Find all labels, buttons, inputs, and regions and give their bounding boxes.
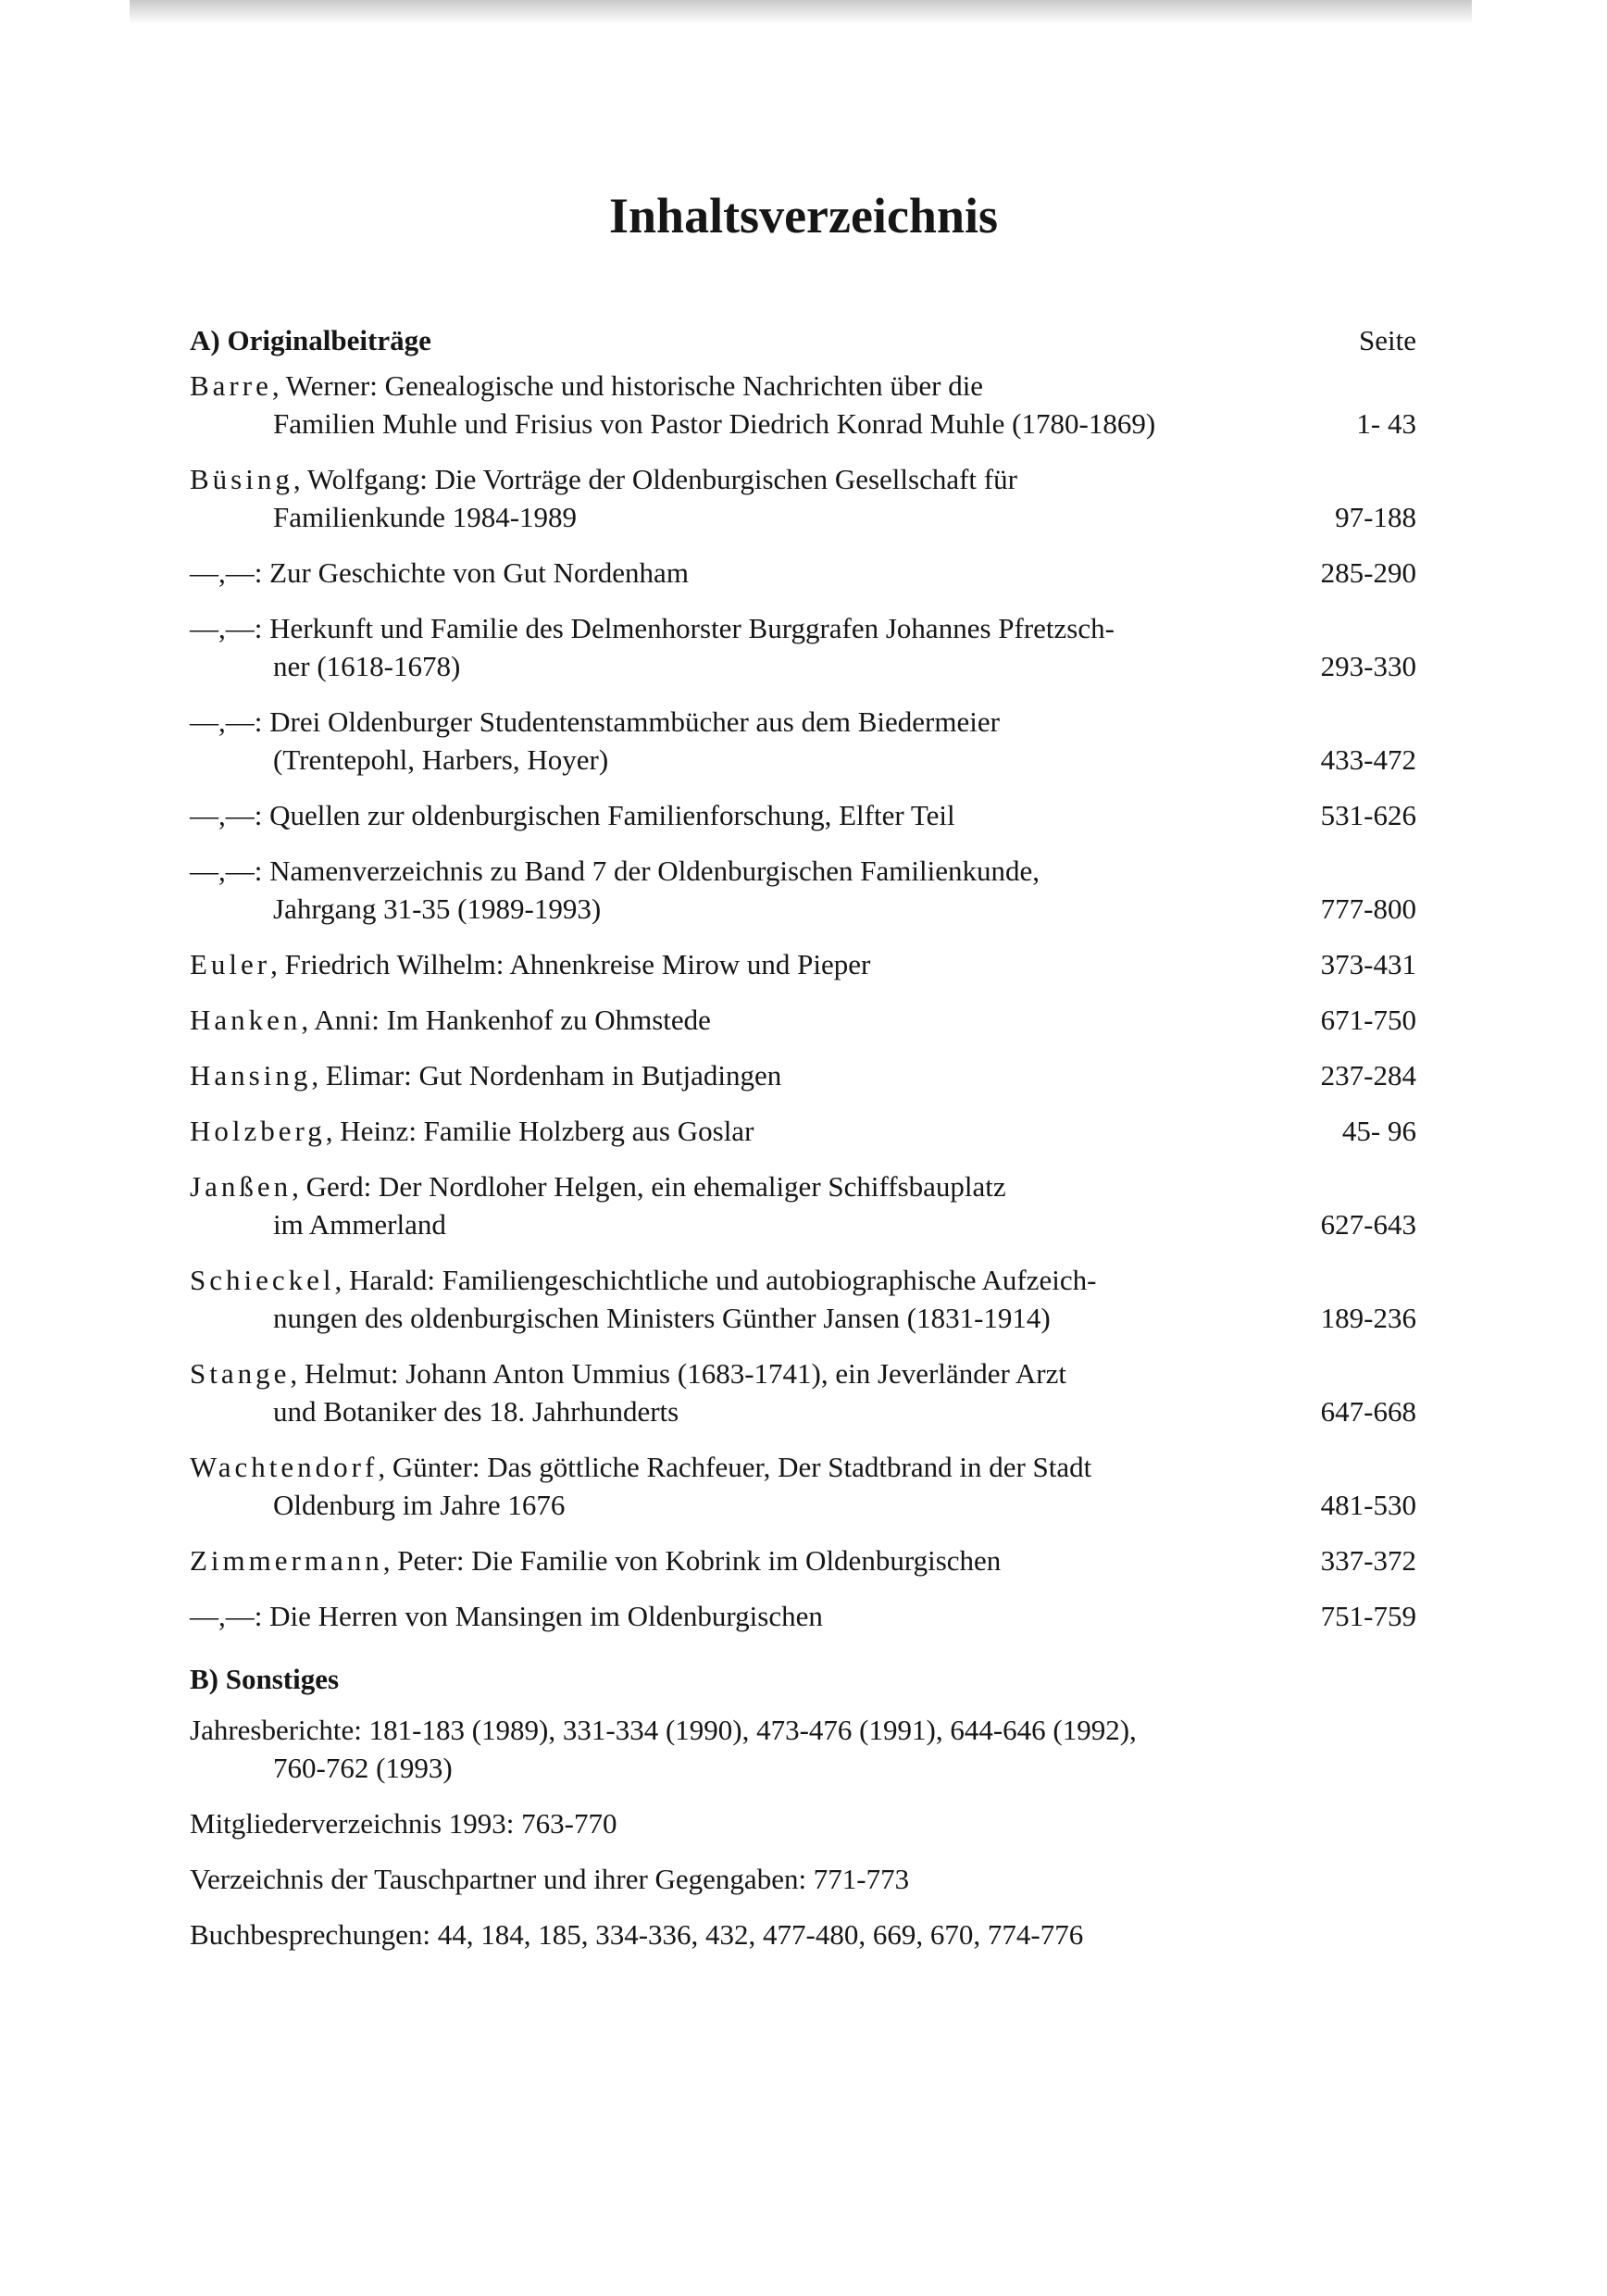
- entry-pages: 481-530: [1320, 1489, 1416, 1521]
- entry-title-text: Oldenburg im Jahre 1676: [273, 1489, 566, 1521]
- entry-author: Janßen: [190, 1170, 293, 1203]
- entry-text: [190, 1261, 1305, 1337]
- entry-line: [190, 796, 1287, 834]
- entry-title-text: —,—: Herkunft und Familie des Delmenhorster Burggrafen Johannes Pfretzsch-: [190, 612, 1115, 644]
- entry-author: Barre: [190, 369, 272, 402]
- entry-text: [190, 1056, 1305, 1094]
- entry-title-text: Elimar: Gut Nordenham in Butjadingen: [325, 1059, 782, 1092]
- list-item: [190, 1915, 1416, 1953]
- entry-line: [190, 1205, 1287, 1243]
- entry-pages: 293-330: [1320, 650, 1416, 682]
- entry-title-text: —,—: Zur Geschichte von Gut Nordenham: [190, 556, 689, 589]
- entry-author: Holzberg: [190, 1115, 326, 1147]
- section-b: [190, 1653, 1416, 1953]
- list-item: [190, 460, 1416, 536]
- list-item: [190, 367, 1416, 443]
- entry-title-text: Familien Muhle und Frisius von Pastor Diedrich Konrad Muhle (1780-1869): [273, 407, 1156, 440]
- entry-line: [190, 703, 1287, 741]
- entry-text: [190, 796, 1305, 834]
- entry-line: [190, 554, 1287, 592]
- entry-text: [190, 1354, 1305, 1430]
- section-a-label: A) Originalbeiträge: [190, 324, 431, 356]
- list-item: [190, 554, 1416, 592]
- entry-pages: 337-372: [1320, 1544, 1416, 1577]
- entry-pages: 531-626: [1320, 799, 1416, 831]
- entry-line: Janßen, Gerd: Der Nordloher Helgen, ein ehemaliger Schiffsbauplatz: [190, 1170, 1006, 1203]
- entry-title-text: Gerd: Der Nordloher Helgen, ein ehemaliger Schiffsbauplatz: [305, 1170, 1006, 1203]
- entry-text: [190, 367, 1305, 443]
- misc-line: 760-762 (1993): [273, 1752, 453, 1784]
- entry-line: [190, 852, 1287, 890]
- list-item: [190, 1804, 1416, 1842]
- scan-edge-shadow: [130, 0, 1472, 24]
- entry-text: [190, 609, 1305, 685]
- entry-line: [190, 1299, 1287, 1337]
- list-item: [190, 1112, 1416, 1150]
- entry-title-text: nungen des oldenburgischen Ministers Günther Jansen (1831-1914): [273, 1302, 1051, 1334]
- entry-line: Holzberg, Heinz: Familie Holzberg aus Goslar: [190, 1115, 754, 1147]
- list-item: [190, 1001, 1416, 1039]
- entry-line: Euler, Friedrich Wilhelm: Ahnenkreise Mirow und Pieper: [190, 948, 871, 980]
- entry-line: [190, 890, 1287, 928]
- entry-line: [190, 647, 1287, 685]
- entry-title-text: Peter: Die Familie von Kobrink im Oldenburgischen: [397, 1544, 1002, 1577]
- entry-pages: 647-668: [1320, 1395, 1416, 1428]
- entry-line: [190, 1392, 1287, 1430]
- entry-title-text: (Trentepohl, Harbers, Hoyer): [273, 743, 609, 776]
- list-item: [190, 945, 1416, 983]
- entry-text: [190, 1597, 1305, 1635]
- misc-line: Verzeichnis der Tauschpartner und ihrer Gegengaben: 771-773: [190, 1863, 910, 1895]
- list-item: [190, 852, 1416, 928]
- section-b-label: B) Sonstiges: [190, 1663, 340, 1695]
- section-b-items: [190, 1711, 1416, 1953]
- entry-title-text: ner (1618-1678): [273, 650, 461, 682]
- entry-pages: 373-431: [1320, 948, 1416, 980]
- entry-title-text: —,—: Drei Oldenburger Studentenstammbücher aus dem Biedermeier: [190, 705, 1000, 738]
- entry-title-text: Jahrgang 31-35 (1989-1993): [273, 892, 602, 925]
- list-item: [190, 1860, 1416, 1898]
- list-item: [190, 1056, 1416, 1094]
- misc-line: Mitgliederverzeichnis 1993: 763-770: [190, 1807, 617, 1840]
- entry-text: [190, 1167, 1305, 1243]
- entry-line: Hansing, Elimar: Gut Nordenham in Butjadingen: [190, 1059, 782, 1092]
- entry-pages: 45- 96: [1341, 1115, 1416, 1147]
- entry-text: [190, 1001, 1305, 1039]
- list-item: [190, 703, 1416, 779]
- entry-line: [190, 405, 1287, 443]
- list-item: [190, 796, 1416, 834]
- section-a-entries: [190, 367, 1416, 1635]
- entry-text: [190, 460, 1305, 536]
- entry-author: Hanken: [190, 1004, 302, 1036]
- entry-pages: 97-188: [1335, 501, 1416, 533]
- entry-text: [190, 1448, 1305, 1524]
- entry-title-text: im Ammerland: [273, 1208, 446, 1241]
- entry-line: Barre, Werner: Genealogische und historische Nachrichten über die: [190, 369, 984, 402]
- entry-title-text: Wolfgang: Die Vorträge der Oldenburgischen Gesellschaft für: [306, 463, 1017, 495]
- entry-title-text: Helmut: Johann Anton Ummius (1683-1741), ein Jeverländer Arzt: [304, 1357, 1066, 1390]
- entry-text: [190, 703, 1305, 779]
- page-column-label: Seite: [1359, 324, 1416, 356]
- entry-title-text: Familienkunde 1984-1989: [273, 501, 578, 533]
- entry-pages: 433-472: [1320, 743, 1416, 776]
- list-item: [190, 1541, 1416, 1579]
- entry-title-text: —,—: Die Herren von Mansingen im Oldenburgischen: [190, 1600, 823, 1632]
- entry-author: Stange: [190, 1357, 291, 1390]
- entry-pages: 671-750: [1320, 1004, 1416, 1036]
- page-title: Inhaltsverzeichnis: [608, 188, 998, 243]
- entry-pages: 777-800: [1320, 892, 1416, 925]
- entry-line: [190, 498, 1287, 536]
- entry-line: Schieckel, Harald: Familiengeschichtliche und autobiographische Aufzeich-: [190, 1264, 1097, 1296]
- list-item: [190, 1711, 1416, 1787]
- entry-line: [190, 741, 1287, 779]
- entry-title-text: —,—: Quellen zur oldenburgischen Familienforschung, Elfter Teil: [190, 799, 955, 831]
- entry-line: Wachtendorf, Günter: Das göttliche Rachfeuer, Der Stadtbrand in der Stadt: [190, 1451, 1092, 1483]
- table-of-contents: [190, 315, 1416, 1971]
- list-item: [190, 1354, 1416, 1430]
- entry-line: [190, 609, 1287, 647]
- entry-line: [190, 1486, 1287, 1524]
- list-item: [190, 1597, 1416, 1635]
- entry-text: [190, 945, 1305, 983]
- entry-text: [190, 1541, 1305, 1579]
- entry-text: [190, 852, 1305, 928]
- entry-title-text: Günter: Das göttliche Rachfeuer, Der Stadtbrand in der Stadt: [392, 1451, 1092, 1483]
- entry-author: Wachtendorf: [190, 1451, 379, 1483]
- entry-line: [190, 1597, 1287, 1635]
- entry-author: Schieckel: [190, 1264, 335, 1296]
- entry-pages: 627-643: [1320, 1208, 1416, 1241]
- entry-text: [190, 1112, 1305, 1150]
- section-b-header: [190, 1653, 1416, 1705]
- entry-title-text: Werner: Genealogische und historische Nachrichten über die: [285, 369, 984, 402]
- entry-title-text: und Botaniker des 18. Jahrhunderts: [273, 1395, 679, 1428]
- entry-author: Büsing: [190, 463, 293, 495]
- entry-title-text: Heinz: Familie Holzberg aus Goslar: [340, 1115, 754, 1147]
- entry-pages: 237-284: [1320, 1059, 1416, 1092]
- entry-author: Hansing: [190, 1059, 312, 1092]
- list-item: [190, 609, 1416, 685]
- entry-title-text: Anni: Im Hankenhof zu Ohmstede: [314, 1004, 711, 1036]
- entry-line: Hanken, Anni: Im Hankenhof zu Ohmstede: [190, 1004, 711, 1036]
- entry-author: Zimmermann: [190, 1544, 383, 1577]
- entry-pages: 285-290: [1320, 556, 1416, 589]
- entry-title-text: Harald: Familiengeschichtliche und autobiographische Aufzeich-: [349, 1264, 1097, 1296]
- entry-text: [190, 554, 1305, 592]
- entry-pages: 189-236: [1320, 1302, 1416, 1334]
- misc-line: Jahresberichte: 181-183 (1989), 331-334 (1990), 473-476 (1991), 644-646 (1992),: [190, 1714, 1137, 1746]
- entry-pages: 1- 43: [1356, 407, 1416, 440]
- entry-pages: 751-759: [1320, 1600, 1416, 1632]
- list-item: [190, 1448, 1416, 1524]
- entry-line: Zimmermann, Peter: Die Familie von Kobrink im Oldenburgischen: [190, 1544, 1002, 1577]
- entry-line: Büsing, Wolfgang: Die Vorträge der Oldenburgischen Gesellschaft für: [190, 463, 1017, 495]
- misc-line: Buchbesprechungen: 44, 184, 185, 334-336, 432, 477-480, 669, 670, 774-776: [190, 1918, 1084, 1951]
- list-item: [190, 1167, 1416, 1243]
- section-a-header: [190, 315, 1416, 367]
- list-item: [190, 1261, 1416, 1337]
- entry-title-text: Friedrich Wilhelm: Ahnenkreise Mirow und Pieper: [284, 948, 871, 980]
- entry-line: Stange, Helmut: Johann Anton Ummius (1683-1741), ein Jeverländer Arzt: [190, 1357, 1066, 1390]
- entry-title-text: —,—: Namenverzeichnis zu Band 7 der Oldenburgischen Familienkunde,: [190, 855, 1040, 887]
- entry-author: Euler: [190, 948, 271, 980]
